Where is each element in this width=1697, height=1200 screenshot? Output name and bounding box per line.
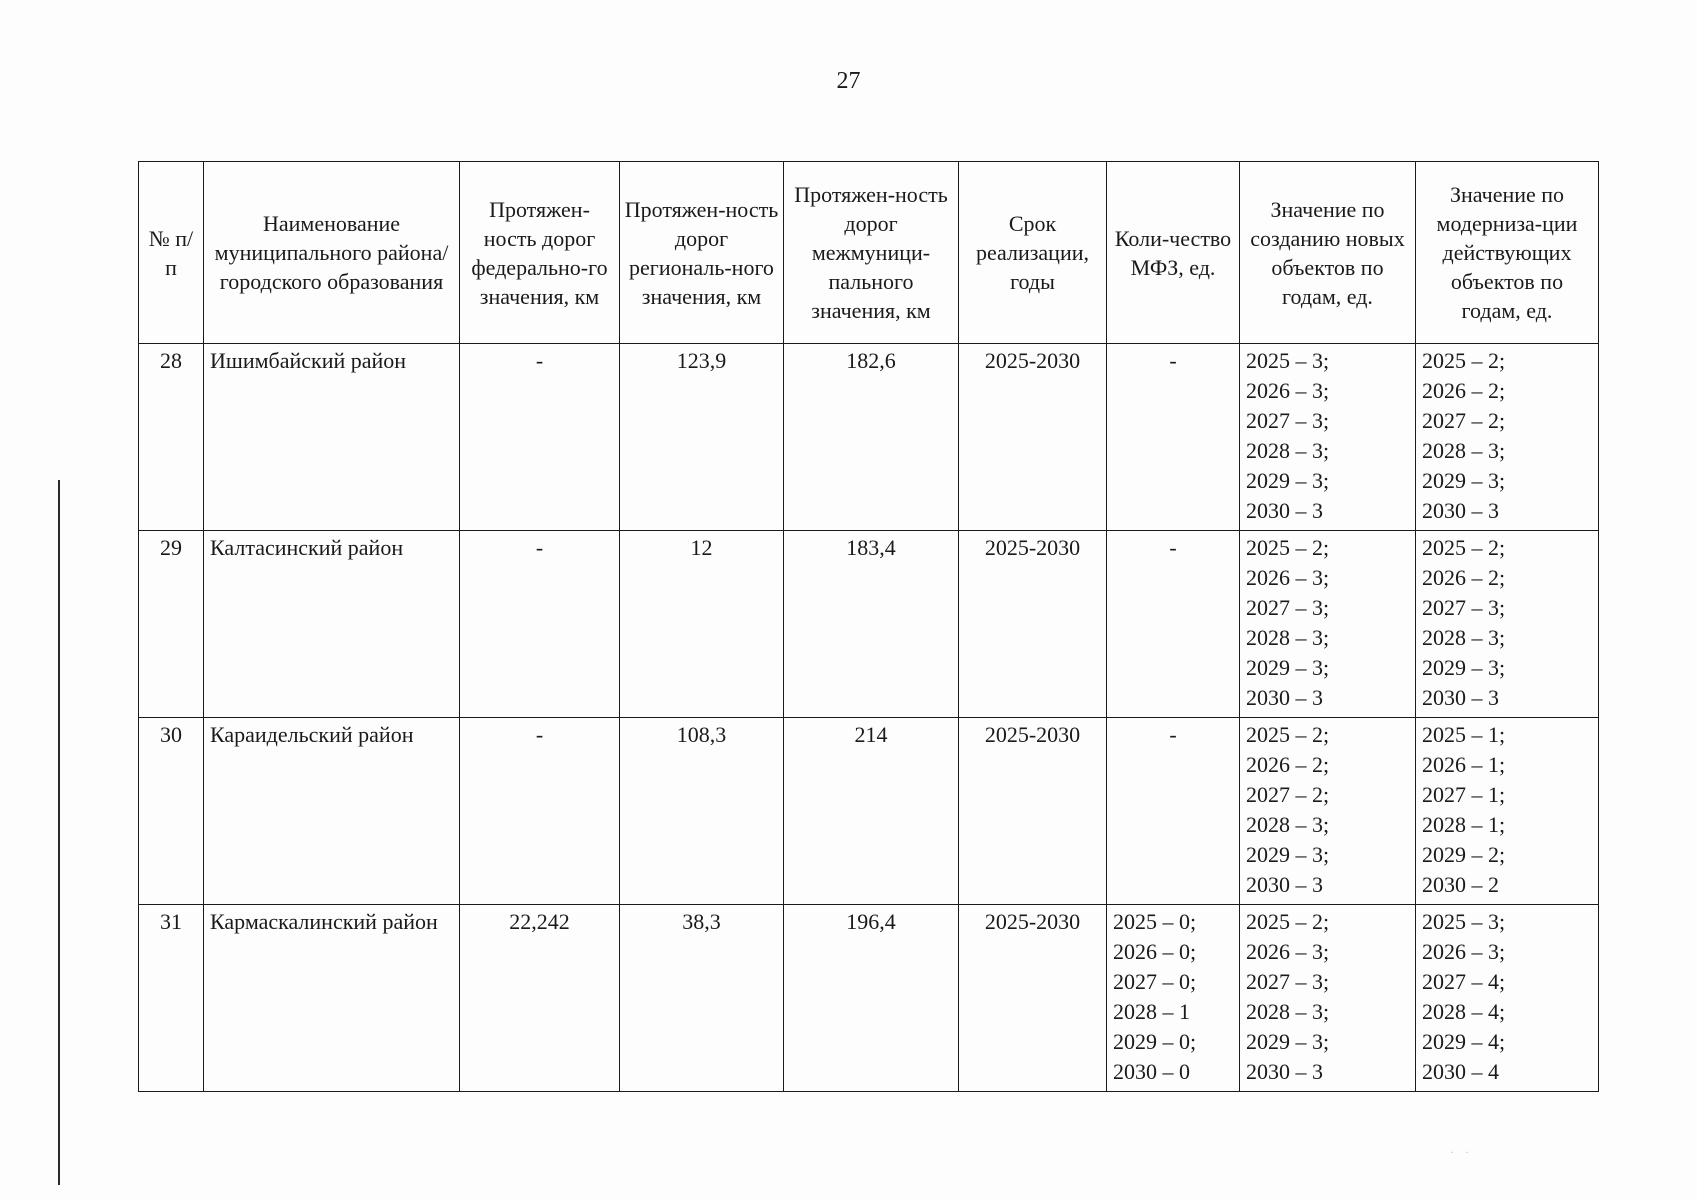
regional-roads-km: 123,9 [620, 344, 784, 531]
year-value: 2028 – 1 [1113, 999, 1190, 1024]
implementation-period: 2025-2030 [959, 718, 1107, 905]
year-value: 2027 – 2; [1422, 408, 1506, 433]
year-value: 2029 – 4; [1422, 1029, 1506, 1054]
district-name: Кармаскалинский район [204, 905, 460, 1092]
federal-roads-km: - [460, 531, 620, 718]
year-value: 2028 – 3; [1422, 625, 1506, 650]
year-value: 2025 – 2; [1246, 535, 1330, 560]
modernization-by-year [1416, 531, 1599, 718]
new-objects-by-year [1240, 718, 1416, 905]
year-value: 2030 – 3 [1246, 685, 1323, 710]
year-value: 2028 – 3; [1246, 812, 1330, 837]
mfz-count [1107, 531, 1240, 718]
year-value: 2027 – 3; [1422, 595, 1506, 620]
year-value: 2025 – 2; [1246, 909, 1330, 934]
regional-roads-km: 38,3 [620, 905, 784, 1092]
intermunicipal-roads-km: 183,4 [784, 531, 959, 718]
year-value: 2025 – 0; [1113, 909, 1197, 934]
year-value: 2029 – 3; [1422, 468, 1506, 493]
district-name: Караидельский район [204, 718, 460, 905]
regional-roads-km: 108,3 [620, 718, 784, 905]
data-table [138, 161, 1599, 1092]
column-header-name: Наименование муниципального района/городского образования [204, 162, 460, 344]
year-value: 2026 – 2; [1246, 752, 1330, 777]
year-value: 2030 – 3 [1422, 498, 1499, 523]
column-header-num: № п/п [139, 162, 204, 344]
scan-speck-mark: · · [1450, 1145, 1473, 1159]
table-body [139, 344, 1599, 1092]
year-value: - [1169, 722, 1177, 747]
year-value: 2029 – 3; [1422, 655, 1506, 680]
column-header-period: Срок реализации, годы [959, 162, 1107, 344]
year-value: 2028 – 3; [1246, 625, 1330, 650]
year-value: 2028 – 1; [1422, 812, 1506, 837]
year-value: 2025 – 1; [1422, 722, 1506, 747]
year-value: 2026 – 2; [1422, 378, 1506, 403]
year-value: 2030 – 3 [1246, 872, 1323, 897]
mfz-count [1107, 905, 1240, 1092]
mfz-count [1107, 344, 1240, 531]
year-value: 2028 – 4; [1422, 999, 1506, 1024]
year-value: 2027 – 3; [1246, 408, 1330, 433]
year-value: 2030 – 3 [1246, 1059, 1323, 1084]
column-header-intermunicipal: Протяжен-ность дорог межмуници-пального значения, км [784, 162, 959, 344]
intermunicipal-roads-km: 182,6 [784, 344, 959, 531]
intermunicipal-roads-km: 214 [784, 718, 959, 905]
year-value: 2028 – 3; [1422, 438, 1506, 463]
implementation-period: 2025-2030 [959, 344, 1107, 531]
year-value: 2026 – 3; [1246, 378, 1330, 403]
federal-roads-km: - [460, 344, 620, 531]
year-value: 2029 – 0; [1113, 1029, 1197, 1054]
modernization-by-year [1416, 344, 1599, 531]
year-value: 2030 – 0 [1113, 1059, 1190, 1084]
new-objects-by-year [1240, 531, 1416, 718]
year-value: 2029 – 2; [1422, 842, 1506, 867]
row-number: 28 [139, 344, 204, 531]
year-value: 2026 – 1; [1422, 752, 1506, 777]
federal-roads-km: 22,242 [460, 905, 620, 1092]
year-value: 2029 – 3; [1246, 1029, 1330, 1054]
table-row [139, 718, 1599, 905]
year-value: 2025 – 3; [1246, 348, 1330, 373]
year-value: 2026 – 3; [1246, 939, 1330, 964]
mfz-count [1107, 718, 1240, 905]
year-value: 2026 – 3; [1246, 565, 1330, 590]
year-value: 2027 – 0; [1113, 969, 1197, 994]
page-number: 27 [836, 68, 861, 94]
year-value: 2030 – 3 [1422, 685, 1499, 710]
table-header [139, 162, 1599, 344]
year-value: 2025 – 2; [1422, 535, 1506, 560]
table-row [139, 531, 1599, 718]
column-header-new-objects: Значение по созданию новых объектов по годам, ед. [1240, 162, 1416, 344]
regional-roads-km: 12 [620, 531, 784, 718]
implementation-period: 2025-2030 [959, 531, 1107, 718]
year-value: - [1169, 535, 1177, 560]
row-number: 29 [139, 531, 204, 718]
modernization-by-year [1416, 905, 1599, 1092]
table-row [139, 344, 1599, 531]
header-row [139, 162, 1599, 344]
year-value: 2030 – 3 [1246, 498, 1323, 523]
year-value: 2027 – 3; [1246, 969, 1330, 994]
federal-roads-km: - [460, 718, 620, 905]
year-value: 2025 – 3; [1422, 909, 1506, 934]
table-row [139, 905, 1599, 1092]
year-value: 2027 – 1; [1422, 782, 1506, 807]
year-value: 2026 – 0; [1113, 939, 1197, 964]
year-value: 2027 – 2; [1246, 782, 1330, 807]
modernization-by-year [1416, 718, 1599, 905]
year-value: 2027 – 4; [1422, 969, 1506, 994]
year-value: - [1169, 348, 1177, 373]
year-value: 2026 – 3; [1422, 939, 1506, 964]
new-objects-by-year [1240, 344, 1416, 531]
year-value: 2028 – 3; [1246, 999, 1330, 1024]
year-value: 2027 – 3; [1246, 595, 1330, 620]
row-number: 30 [139, 718, 204, 905]
year-value: 2025 – 2; [1422, 348, 1506, 373]
year-value: 2030 – 4 [1422, 1059, 1499, 1084]
district-name: Калтасинский район [204, 531, 460, 718]
intermunicipal-roads-km: 196,4 [784, 905, 959, 1092]
column-header-federal: Протяжен-ность дорог федерально-го значения, км [460, 162, 620, 344]
year-value: 2029 – 3; [1246, 842, 1330, 867]
row-number: 31 [139, 905, 204, 1092]
year-value: 2029 – 3; [1246, 468, 1330, 493]
year-value: 2030 – 2 [1422, 872, 1499, 897]
year-value: 2025 – 2; [1246, 722, 1330, 747]
column-header-modernization: Значение по модерниза-ции действующих объектов по годам, ед. [1416, 162, 1599, 344]
scan-edge-line [58, 480, 60, 1185]
year-value: 2028 – 3; [1246, 438, 1330, 463]
implementation-period: 2025-2030 [959, 905, 1107, 1092]
column-header-regional: Протяжен-ность дорог региональ-ного значения, км [620, 162, 784, 344]
column-header-mfz: Коли-чество МФЗ, ед. [1107, 162, 1240, 344]
year-value: 2029 – 3; [1246, 655, 1330, 680]
year-value: 2026 – 2; [1422, 565, 1506, 590]
new-objects-by-year [1240, 905, 1416, 1092]
district-name: Ишимбайский район [204, 344, 460, 531]
